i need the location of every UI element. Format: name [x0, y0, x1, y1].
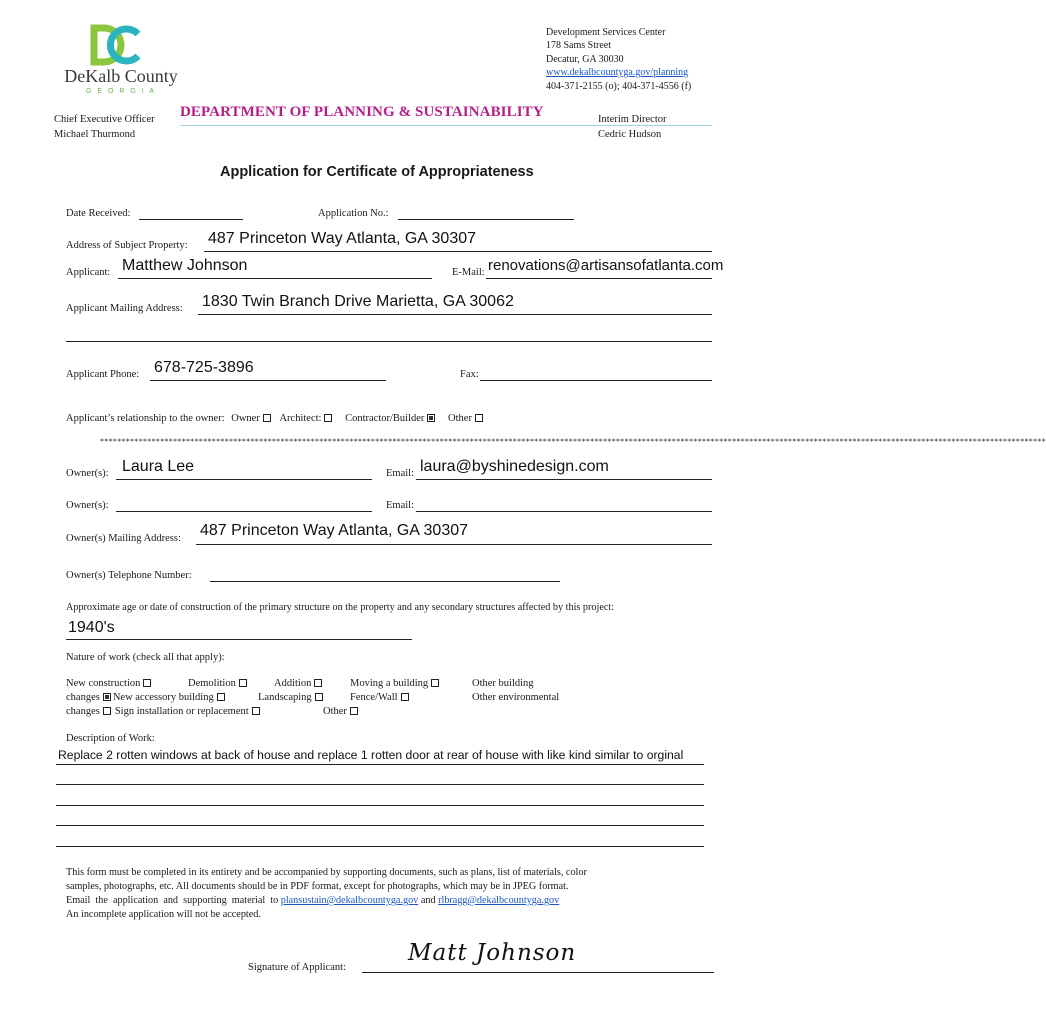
sign-text: Sign installation or replacement — [114, 706, 249, 717]
owner1-email-value: laura@byshinedesign.com — [420, 458, 609, 475]
work-moving: Moving a building — [350, 678, 439, 689]
description-line-3[interactable] — [56, 805, 704, 806]
other-building-changes-checkbox[interactable] — [103, 693, 111, 701]
fence-wall-checkbox[interactable] — [401, 693, 409, 701]
description-label: Description of Work: — [66, 733, 155, 744]
applicant-email-label: E-Mail: — [452, 267, 485, 278]
applicant-email-value: renovations@artisansofatlanta.com — [488, 257, 724, 274]
header-rule — [180, 125, 712, 126]
sign-installation-checkbox[interactable] — [252, 707, 260, 715]
work-other-building: Other building — [472, 678, 534, 689]
owner-checkbox[interactable] — [263, 414, 271, 422]
logo-state-name: G E O R G I A — [86, 88, 156, 95]
separator-asterisks: **************************************************************************************************************************************************************************************************************************** — [100, 437, 1046, 446]
owner1-field[interactable] — [116, 479, 372, 480]
landscaping-checkbox[interactable] — [315, 693, 323, 701]
plansustain-email-link[interactable]: plansustain@dekalbcountyga.gov — [280, 895, 419, 906]
other-relationship-checkbox[interactable] — [475, 414, 483, 422]
owner2-email-field[interactable] — [416, 511, 712, 512]
address-line: Development Services Center — [546, 27, 666, 38]
construction-age-label: Approximate age or date of construction of the primary structure on the property and any secondary structures affected by this project: — [66, 602, 615, 613]
address-line: 178 Sams Street — [546, 40, 611, 52]
signature-field[interactable] — [362, 972, 714, 973]
director-title: Interim Director — [598, 114, 667, 125]
application-no-label: Application No.: — [318, 208, 389, 219]
ceo-name: Michael Thurmond — [54, 129, 136, 140]
other-work-checkbox[interactable] — [350, 707, 358, 715]
rlbragg-email-link[interactable]: rlbragg@dekalbcountyga.gov — [438, 895, 560, 906]
owner-mailing-label: Owner(s) Mailing Address: — [66, 533, 181, 544]
moving-building-checkbox[interactable] — [431, 679, 439, 687]
owner1-email-field[interactable] — [416, 479, 712, 480]
property-address-field[interactable] — [204, 251, 712, 252]
description-line-5[interactable] — [56, 846, 704, 847]
owner-phone-label: Owner(s) Telephone Number: — [66, 570, 192, 581]
relationship-other: Other — [448, 413, 483, 424]
applicant-phone-label: Applicant Phone: — [66, 369, 140, 380]
applicant-value: Matthew Johnson — [122, 257, 248, 274]
work-new-construction: New construction — [66, 678, 151, 689]
signature-label: Signature of Applicant: — [248, 962, 346, 973]
new-accessory-text: New accessory building — [112, 692, 214, 703]
applicant-signature: Matt Johnson — [408, 940, 577, 966]
dekalb-logo — [56, 22, 186, 102]
owner2-label: Owner(s): — [66, 500, 109, 511]
fax-label: Fax: — [460, 369, 479, 380]
demolition-checkbox[interactable] — [239, 679, 247, 687]
notice-line-3: Email the application and supporting material to plansustain@dekalbcountyga.gov and rlbragg@dekalbcountyga.gov — [66, 895, 560, 906]
work-row2 — [66, 692, 225, 703]
work-fence: Fence/Wall — [350, 692, 409, 703]
relationship-label: Applicant’s relationship to the owner: — [66, 413, 225, 424]
owner1-value: Laura Lee — [122, 458, 195, 475]
new-accessory-checkbox[interactable] — [217, 693, 225, 701]
nature-of-work-label: Nature of work (check all that apply): — [66, 652, 225, 663]
other-environmental-changes-checkbox[interactable] — [103, 707, 111, 715]
changes-text: changes — [66, 692, 100, 703]
work-demolition: Demolition — [188, 678, 247, 689]
construction-age-value: 1940's — [68, 619, 115, 636]
relationship-architect: Architect: — [279, 413, 332, 424]
addition-checkbox[interactable] — [314, 679, 322, 687]
description-line-1[interactable] — [56, 764, 704, 765]
applicant-email-field[interactable] — [486, 278, 712, 279]
notice-line-4: An incomplete application will not be accepted. — [66, 909, 261, 920]
property-address-value: 487 Princeton Way Atlanta, GA 30307 — [208, 230, 477, 247]
relationship-owner: Owner — [231, 413, 271, 424]
owner2-email-label: Email: — [386, 500, 414, 511]
applicant-mailing-label: Applicant Mailing Address: — [66, 303, 183, 314]
architect-checkbox[interactable] — [324, 414, 332, 422]
date-received-label: Date Received: — [66, 208, 131, 219]
application-no-field[interactable] — [398, 219, 574, 220]
submission-notice — [66, 866, 706, 922]
notice-line-2: samples, photographs, etc. All documents should be in PDF format, except for photographs, which may be in JPEG format. — [66, 881, 569, 892]
owner2-field[interactable] — [116, 511, 372, 512]
form-title: Application for Certificate of Appropriateness — [220, 164, 534, 180]
applicant-mailing-field-line2[interactable] — [66, 341, 712, 342]
owner1-email-label: Email: — [386, 468, 414, 479]
work-other: Other — [323, 706, 358, 717]
office-phones: 404-371-2155 (o); 404-371-4556 (f) — [546, 80, 692, 92]
contractor-builder-checkbox[interactable] — [427, 414, 435, 422]
applicant-label: Applicant: — [66, 267, 111, 278]
property-address-label: Address of Subject Property: — [66, 240, 188, 251]
new-construction-checkbox[interactable] — [143, 679, 151, 687]
date-received-field[interactable] — [139, 219, 243, 220]
department-name: DEPARTMENT OF PLANNING & SUSTAINABILITY — [180, 104, 544, 120]
applicant-phone-field[interactable] — [150, 380, 386, 381]
address-line: Decatur, GA 30030 — [546, 53, 624, 65]
logo-county-name: DeKalb County — [64, 66, 178, 86]
relationship-contractor: Contractor/Builder — [345, 413, 435, 424]
owner-mailing-value: 487 Princeton Way Atlanta, GA 30307 — [200, 522, 469, 539]
planning-website-link[interactable]: www.dekalbcountyga.gov/planning — [546, 67, 689, 79]
ceo-title: Chief Executive Officer — [54, 114, 155, 125]
applicant-mailing-field[interactable] — [198, 314, 712, 315]
applicant-phone-value: 678-725-3896 — [154, 359, 254, 376]
notice-line-1: This form must be completed in its entirety and be accompanied by supporting documents, such as plans, list of materials, color — [66, 867, 587, 878]
applicant-field[interactable] — [118, 278, 432, 279]
description-line-2[interactable] — [56, 784, 704, 785]
owner-phone-field[interactable] — [210, 581, 560, 582]
work-other-environmental: Other environmental — [472, 692, 560, 703]
work-landscaping: Landscaping — [258, 692, 323, 703]
description-line-4[interactable] — [56, 825, 704, 826]
relationship-row — [66, 413, 483, 424]
director-name: Cedric Hudson — [598, 129, 662, 140]
owner-mailing-field[interactable] — [196, 544, 712, 545]
applicant-mailing-value: 1830 Twin Branch Drive Marietta, GA 30062 — [202, 293, 514, 310]
changes-text: changes — [66, 706, 100, 717]
office-address-block — [546, 26, 691, 93]
description-value: Replace 2 rotten windows at back of house and replace 1 rotten door at rear of house with like kind similar to orginal — [58, 748, 684, 762]
construction-age-field[interactable] — [66, 639, 412, 640]
work-row3 — [66, 706, 260, 717]
dc-logo-icon — [56, 22, 186, 72]
owner1-label: Owner(s): — [66, 468, 109, 479]
fax-field[interactable] — [480, 380, 712, 381]
work-addition: Addition — [274, 678, 322, 689]
